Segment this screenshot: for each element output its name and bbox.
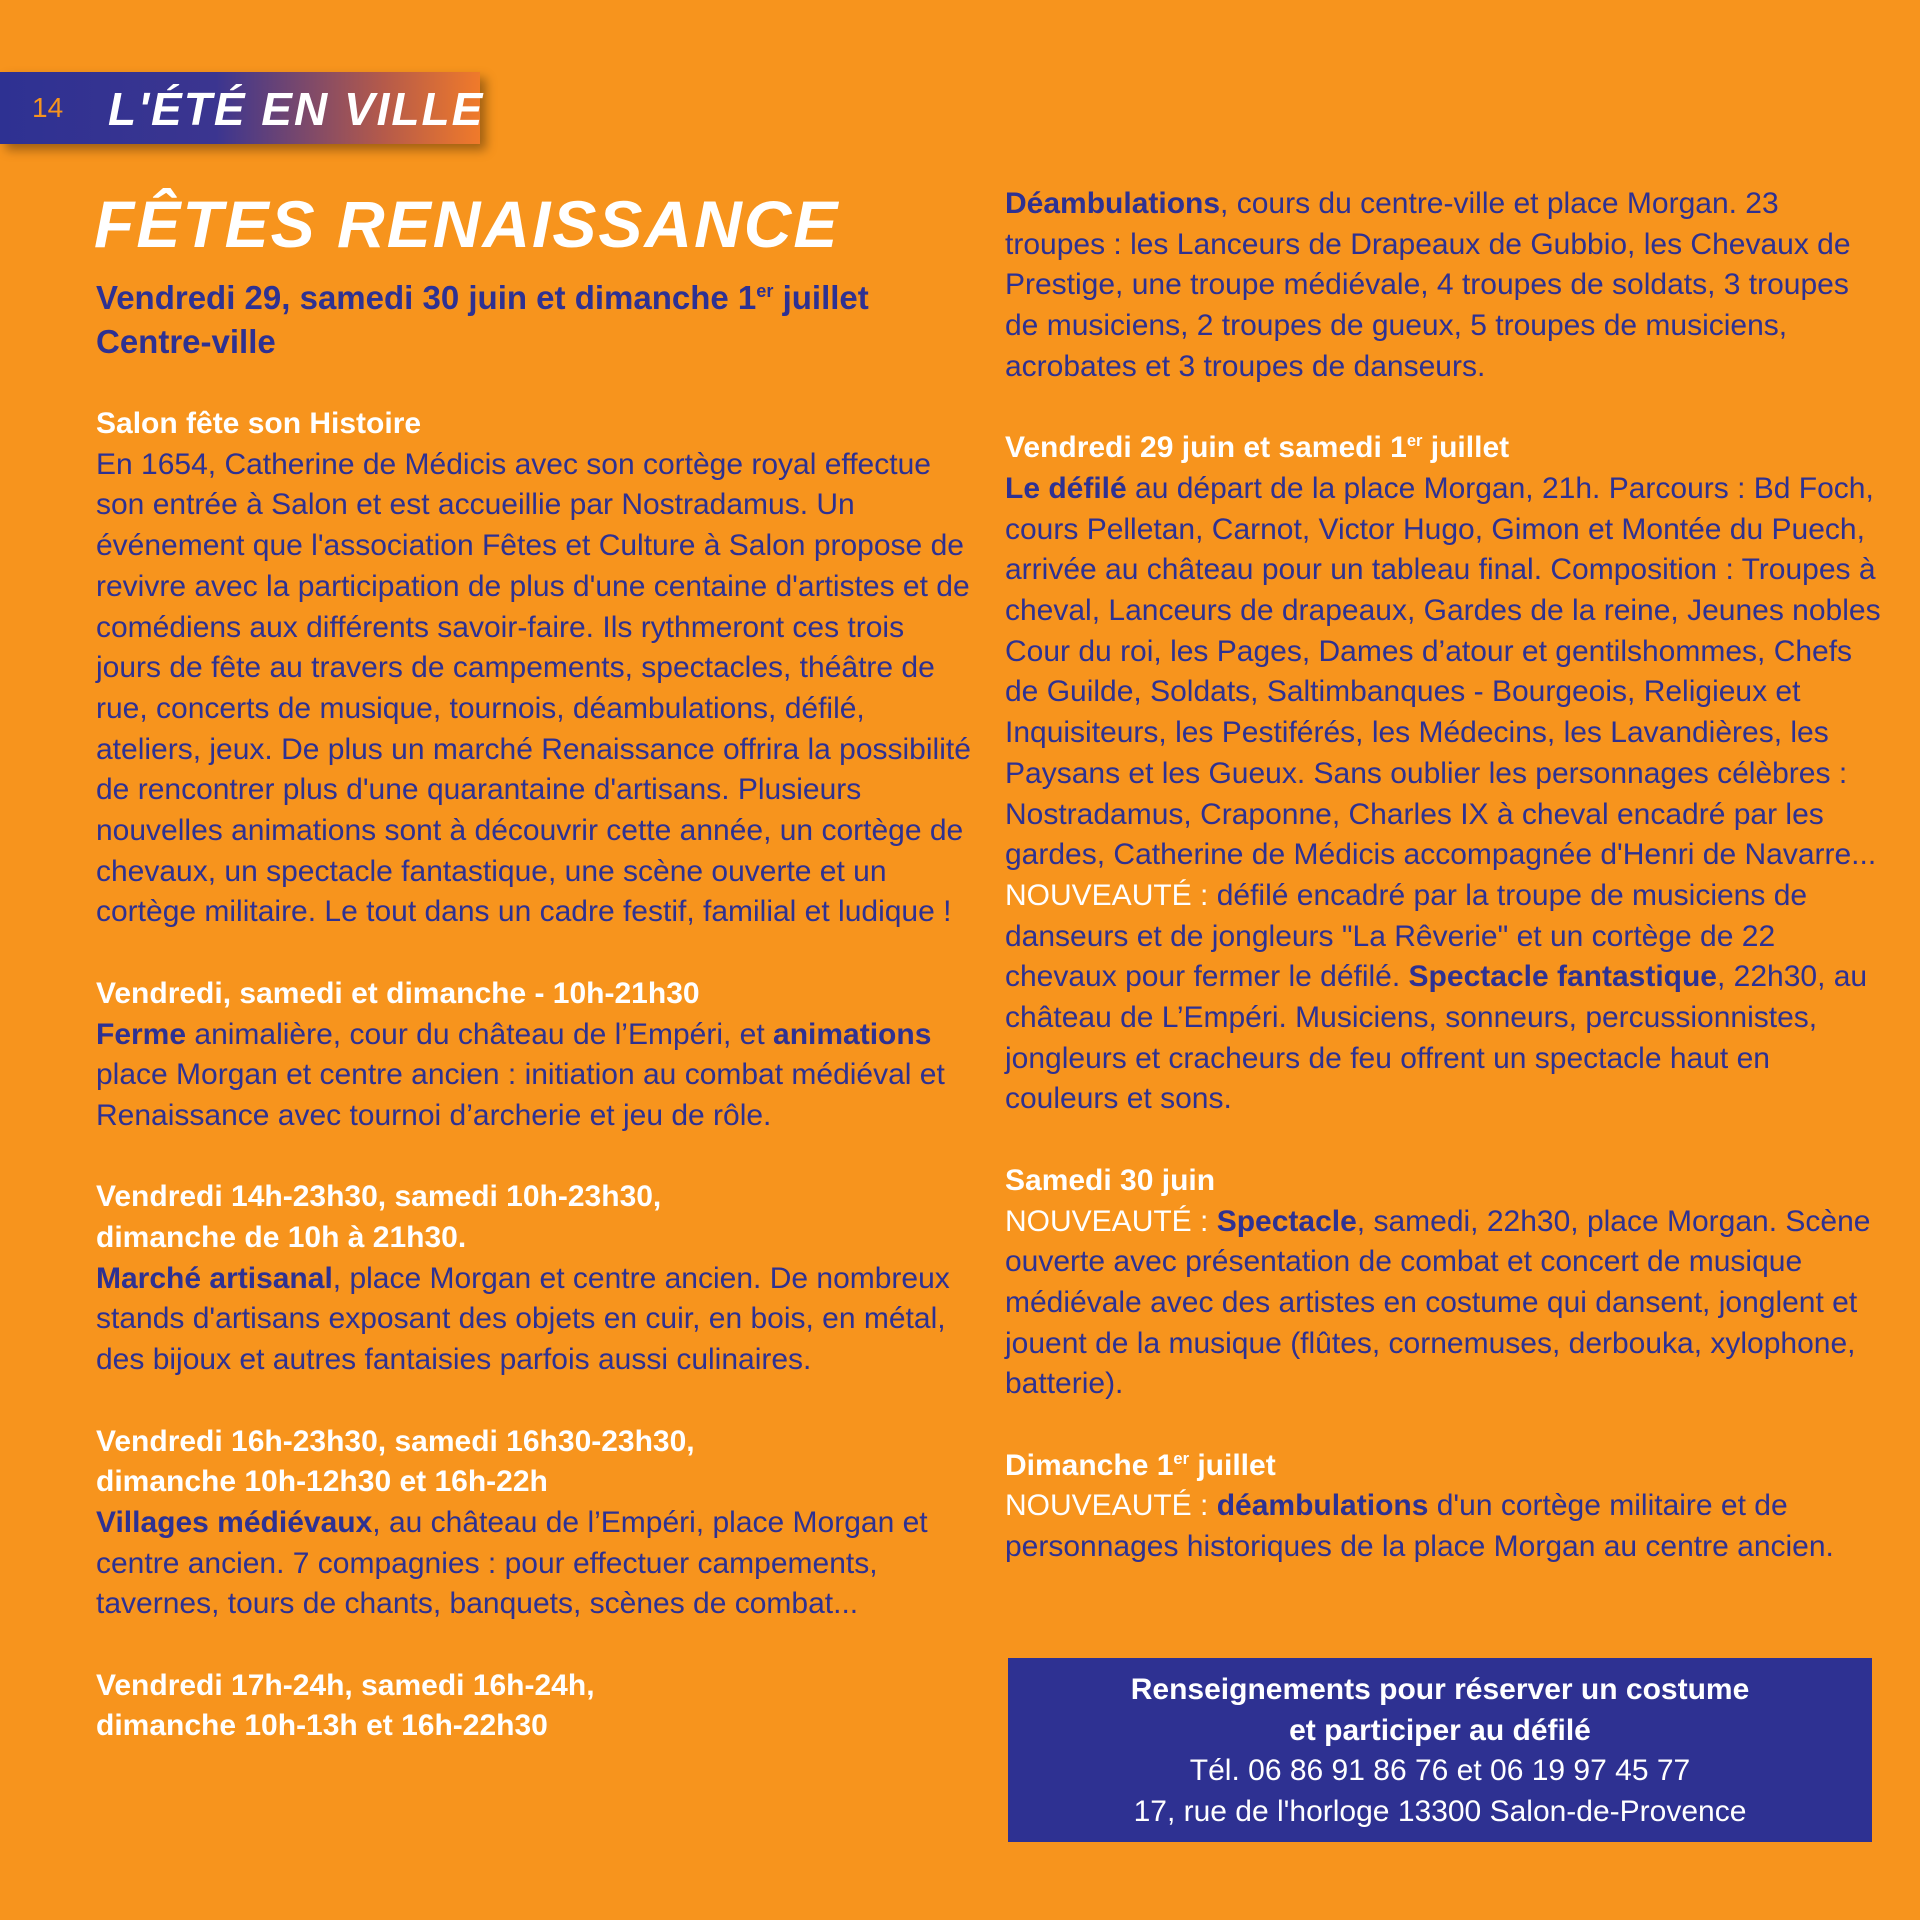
defile-heading bbox=[1005, 428, 1885, 469]
samedi-text: , samedi, 22h30, place Morgan. Scène ouverte avec présentation de combat et concert de musique médiévale avec des artistes en costume qui dansent, jonglent et jouent de la musique (flûtes, cornemuses, derbouka, xylophone, batterie). bbox=[1005, 1204, 1871, 1401]
right-column bbox=[1005, 184, 1885, 1609]
samedi-heading: Samedi 30 juin bbox=[1005, 1163, 1216, 1197]
last-heading-2: dimanche 10h-13h et 16h-22h30 bbox=[96, 1709, 548, 1743]
defile-heading-text: Vendredi 29 juin et samedi 1 bbox=[1005, 431, 1407, 465]
dimanche-heading-sup: er bbox=[1173, 1449, 1190, 1468]
animations-keyword: animations bbox=[773, 1017, 932, 1051]
info-phone: Tél. 06 86 91 86 76 et 06 19 97 45 77 bbox=[1189, 1754, 1691, 1788]
event-location: Centre-ville bbox=[96, 323, 276, 360]
reservation-info-box bbox=[1008, 1658, 1872, 1842]
samedi-section bbox=[1005, 1161, 1885, 1405]
deambulations-text: , cours du centre-ville et place Morgan. 23 troupes : les Lanceurs de Drapeaux de Gubbio, les Chevaux de Prestige, une troupe médiévale, 4 troupes de soldats, 3 troupes de musiciens, 2 troupes de gueux, 5 troupes de musiciens, acrobates et 3 troupes de danseurs. bbox=[1005, 187, 1851, 383]
page-title: FÊTES RENAISSANCE bbox=[94, 187, 840, 261]
animations-text: place Morgan et centre ancien : initiation au combat médiéval et Renaissance avec tournoi d’archerie et jeu de rôle. bbox=[96, 1058, 945, 1132]
info-line-2: et participer au défilé bbox=[1289, 1713, 1591, 1747]
marche-heading-1: Vendredi 14h-23h30, samedi 10h-23h30, bbox=[96, 1180, 662, 1214]
left-column bbox=[96, 404, 976, 1788]
info-address: 17, rue de l'horloge 13300 Salon-de-Provence bbox=[1133, 1795, 1747, 1829]
ferme-section bbox=[96, 974, 976, 1137]
intro-heading: Salon fête son Histoire bbox=[96, 407, 422, 440]
villages-heading-1: Vendredi 16h-23h30, samedi 16h30-23h30, bbox=[96, 1424, 695, 1458]
defile-new-label: NOUVEAUTÉ : bbox=[1005, 878, 1217, 912]
dimanche-heading-end: juillet bbox=[1189, 1448, 1276, 1482]
villages-keyword: Villages médiévaux bbox=[96, 1505, 373, 1539]
defile-new-text: défilé encadré par la troupe de musiciens de danseurs et de jongleurs "La Rêverie" et un cortège de 22 chevaux pour fermer le défilé. bbox=[1005, 878, 1808, 994]
info-line-1: Renseignements pour réserver un costume bbox=[1130, 1673, 1750, 1706]
defile-text: au départ de la place Morgan, 21h. Parcours : Bd Foch, cours Pelletan, Carnot, Victor Hugo, Gimon et Montée du Puech, arrivée au château pour un tableau final. Composition : Troupes à cheval, Lanceurs de drapeaux, Gardes de la reine, Jeunes nobles Cour du roi, les Pages, Dames d’atour et gentilshommes, Chefs de Guilde, Soldats, Saltimbanques - Bourgeois, Religieux et Inquisiteurs, les Pestiférés, les Médecins, les Lavandières, les Paysans et les Gueux. Sans oublier les personnages célèbres : Nostradamus, Craponne, Charles IX à cheval encadré par les gardes, Catherine de Médicis accompagnée d'Henri de Navarre... bbox=[1005, 471, 1881, 872]
villages-text: , au château de l’Empéri, place Morgan et centre ancien. 7 compagnies : pour effectuer campements, tavernes, tours de chants, banquets, scènes de combat... bbox=[96, 1505, 928, 1621]
page-number: 14 bbox=[32, 92, 64, 123]
ferme-keyword: Ferme bbox=[96, 1017, 187, 1051]
spectacle-fantastique-keyword: Spectacle fantastique bbox=[1408, 960, 1717, 994]
last-schedule-section bbox=[96, 1666, 976, 1747]
marche-section bbox=[96, 1177, 976, 1381]
dates-sup: er bbox=[756, 281, 774, 301]
deambulations-section bbox=[1005, 184, 1885, 388]
dates-text-end: juillet bbox=[773, 279, 869, 316]
villages-heading-2: dimanche 10h-12h30 et 16h-22h bbox=[96, 1465, 548, 1499]
defile-heading-sup: er bbox=[1406, 432, 1423, 451]
defile-section bbox=[1005, 428, 1885, 1120]
intro-section bbox=[96, 404, 976, 933]
ferme-text: animalière, cour du château de l’Empéri, et bbox=[186, 1017, 774, 1051]
dimanche-keyword: déambulations bbox=[1216, 1489, 1429, 1523]
dimanche-new-label: NOUVEAUTÉ : bbox=[1005, 1489, 1217, 1523]
dimanche-heading bbox=[1005, 1446, 1885, 1487]
marche-keyword: Marché artisanal bbox=[96, 1261, 333, 1295]
dimanche-text: d'un cortège militaire et de personnages historiques de la place Morgan au centre ancien. bbox=[1005, 1489, 1834, 1564]
dates-text: Vendredi 29, samedi 30 juin et dimanche 1 bbox=[96, 279, 757, 316]
marche-text: , place Morgan et centre ancien. De nombreux stands d'artisans exposant des objets en cuir, en bois, en métal, des bijoux et autres fantaisies parfois aussi culinaires. bbox=[96, 1261, 950, 1377]
dimanche-section bbox=[1005, 1446, 1885, 1568]
samedi-keyword: Spectacle bbox=[1216, 1204, 1357, 1238]
defile-heading-end: juillet bbox=[1422, 431, 1510, 465]
villages-section bbox=[96, 1422, 976, 1626]
defile-keyword: Le défilé bbox=[1005, 471, 1127, 505]
samedi-new-label: NOUVEAUTÉ : bbox=[1005, 1204, 1217, 1238]
marche-heading-2: dimanche de 10h à 21h30. bbox=[96, 1221, 467, 1255]
event-dates bbox=[96, 276, 996, 364]
intro-text: En 1654, Catherine de Médicis avec son cortège royal effectue son entrée à Salon et est accueillie par Nostradamus. Un événement que l'association Fêtes et Culture à Salon propose de revivre avec la participation de plus d'une centaine d'artistes et de comédiens aux différents savoir-faire. Ils rythmeront ces trois jours de fête au travers de campements, spectacles, théâtre de rue, concerts de musique, tournois, déambulations, défilé, ateliers, jeux. De plus un marché Renaissance offrira la possibilité de rencontrer plus d'une quarantaine d'artisans. Plusieurs nouvelles animations sont à découvrir cette année, un cortège de chevaux, un spectacle fantastique, une scène ouverte et un cortège militaire. Le tout dans un cadre festif, familial et ludique ! bbox=[96, 447, 971, 929]
section-label: L'ÉTÉ EN VILLE bbox=[108, 83, 485, 135]
ferme-heading: Vendredi, samedi et dimanche - 10h-21h30 bbox=[96, 976, 700, 1010]
deambulations-keyword: Déambulations bbox=[1005, 187, 1221, 220]
spectacle-fantastique-text: , 22h30, au château de L’Empéri. Musiciens, sonneurs, percussionnistes, jongleurs et cracheurs de feu offrent un spectacle haut en couleurs et sons. bbox=[1005, 960, 1868, 1116]
last-heading-1: Vendredi 17h-24h, samedi 16h-24h, bbox=[96, 1668, 595, 1702]
dimanche-heading-text: Dimanche 1 bbox=[1005, 1448, 1174, 1482]
